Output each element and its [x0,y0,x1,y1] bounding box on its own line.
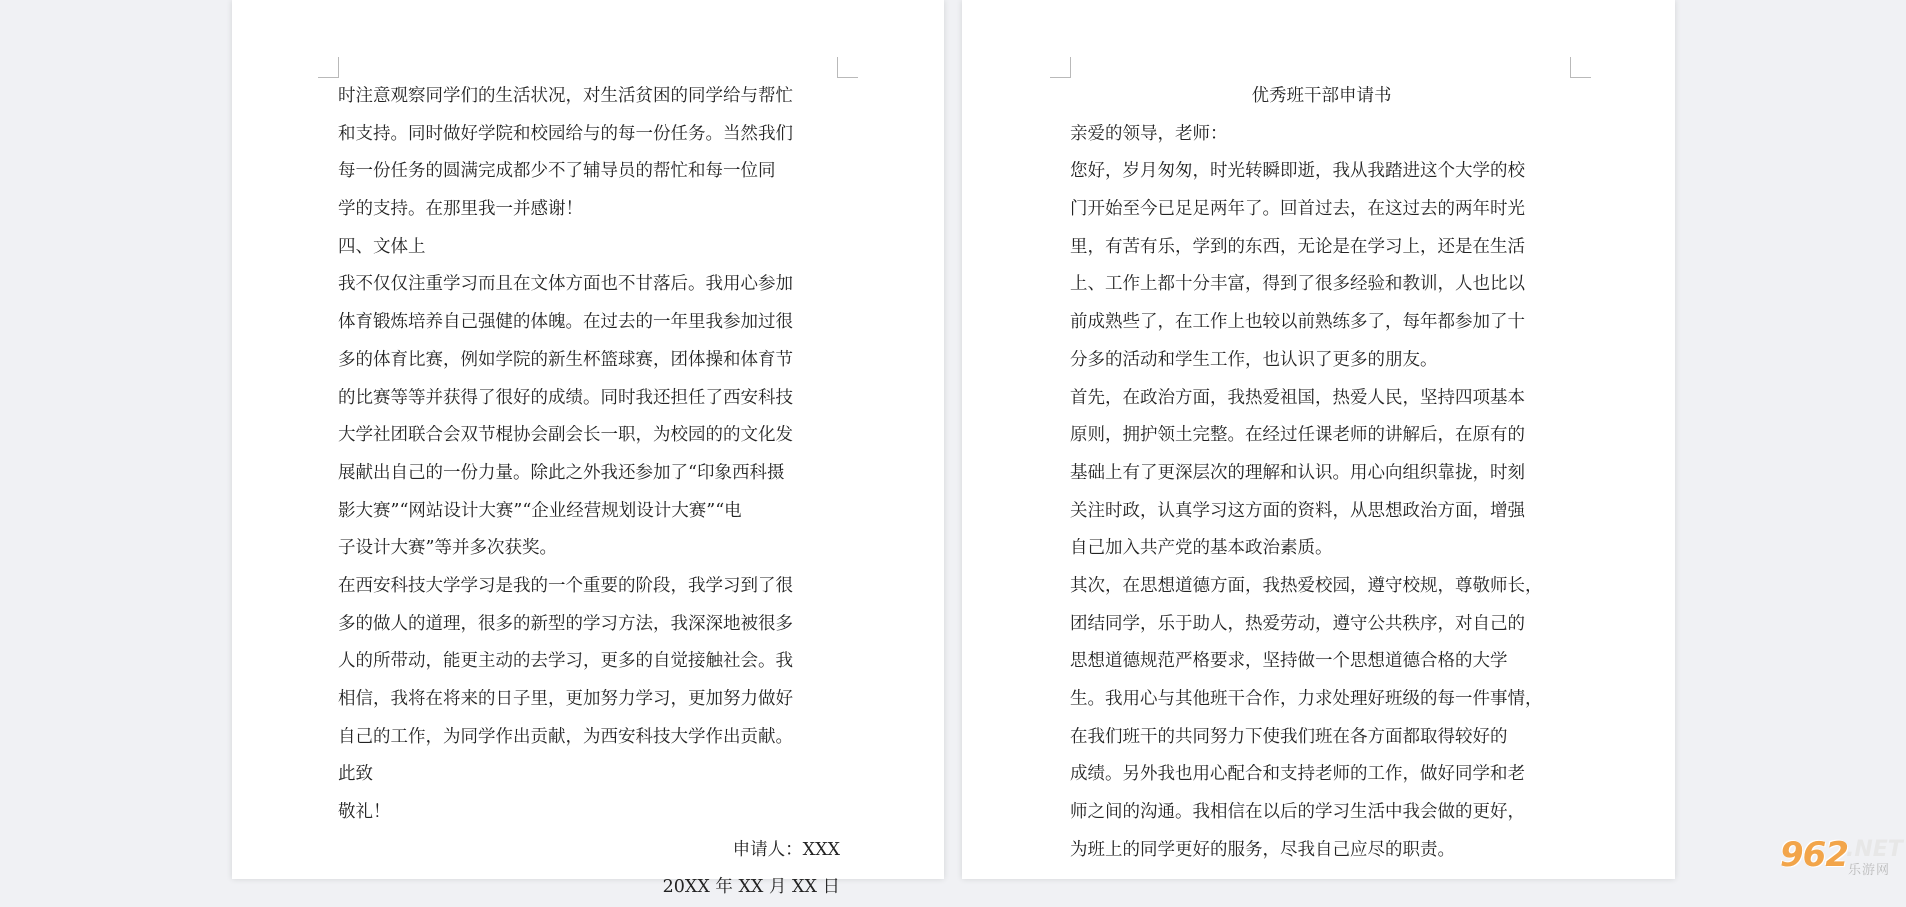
body-line: 原则，拥护领土完整。在经过任课老师的讲解后，在原有的 [1070,425,1525,446]
body-line: 影大赛”“网站设计大赛”“企业经营规划设计大赛”“电 [338,500,742,521]
body-line: 人的所带动，能更主动的去学习，更多的自觉接触社会。我 [338,651,793,672]
document-title: 优秀班干部申请书 [1251,86,1392,106]
body-line: 为班上的同学更好的服务，尽我自己应尽的职责。 [1070,839,1455,860]
body-line: 体育锻炼培养自己强健的体魄。在过去的一年里我参加过很 [338,312,793,333]
body-line: 师之间的沟通。我相信在以后的学习生活中我会做的更好， [1070,802,1525,823]
body-line: 分多的活动和学生工作，也认识了更多的朋友。 [1070,349,1438,370]
document-page-left [232,0,944,898]
body-line: 首先，在政治方面，我热爱祖国，热爱人民，坚持四项基本 [1070,387,1525,408]
body-line: 和支持。同时做好学院和校园给与的每一份任务。当然我们 [338,123,793,144]
closing-line: 此致 [338,764,373,785]
body-line: 自己的工作，为同学作出贡献，为西安科技大学作出贡献。 [338,726,793,747]
body-line: 大学社团联合会双节棍协会副会长一职，为校园的的文化发 [338,425,793,446]
margin-corner-mark [1050,57,1071,78]
body-line: 前成熟些了，在工作上也较以前熟练多了，每年都参加了十 [1070,312,1525,333]
margin-corner-mark [1570,57,1591,78]
body-line: 在西安科技大学学习是我的一个重要的阶段，我学习到了很 [338,575,793,596]
body-line: 多的体育比赛，例如学院的新生杯篮球赛，团体操和体育节 [338,349,793,370]
watermark-subtitle: 乐游网 [1848,863,1891,878]
watermark-digits: 962 [1780,835,1848,875]
body-line: 您好，岁月匆匆，时光转瞬即逝，我从我踏进这个大学的校 [1070,161,1525,182]
body-line: 时注意观察同学们的生活状况，对生活贫困的同学给与帮忙 [338,86,793,106]
document-body[interactable] [338,78,840,907]
document-body[interactable] [1070,78,1573,869]
body-line: 基础上有了更深层次的理解和认识。用心向组织靠拢，时刻 [1070,462,1525,483]
body-line: 其次，在思想道德方面，我热爱校园，遵守校规，尊敬师长， [1070,575,1543,596]
body-line: 子设计大赛”等并多次获奖。 [338,538,557,559]
watermark-suffix: .NET [1846,837,1903,862]
site-watermark-logo [1780,835,1903,878]
margin-corner-mark [318,57,339,78]
body-line: 思想道德规范严格要求，坚持做一个思想道德合格的大学 [1070,651,1508,672]
body-line: 成绩。另外我也用心配合和支持老师的工作，做好同学和老 [1070,764,1525,785]
section-heading: 四、文体上 [338,236,426,257]
applicant-signature: 申请人：XXX [732,839,840,860]
body-line: 我不仅仅注重学习而且在文体方面也不甘落后。我用心参加 [338,274,793,295]
application-date: 20XX 年 XX 月 XX 日 [662,877,840,898]
body-line: 自己加入共产党的基本政治素质。 [1070,538,1333,559]
body-line: 生。我用心与其他班干合作，力求处理好班级的每一件事情， [1070,689,1543,709]
body-line: 每一份任务的圆满完成都少不了辅导员的帮忙和每一位同 [338,161,776,182]
body-line: 团结同学，乐于助人，热爱劳动，遵守公共秩序，对自己的 [1070,613,1525,634]
body-line: 相信，我将在将来的日子里，更加努力学习，更加努力做好 [338,689,793,709]
salutation: 亲爱的领导，老师： [1070,123,1228,144]
document-page-right [962,0,1675,879]
body-line: 的比赛等等并获得了很好的成绩。同时我还担任了西安科技 [338,387,793,408]
body-line: 展献出自己的一份力量。除此之外我还参加了“印象西科摄 [338,462,785,483]
body-line: 学的支持。在那里我一并感谢！ [338,199,583,220]
body-line: 门开始至今已足足两年了。回首过去，在这过去的两年时光 [1070,199,1525,220]
body-line: 在我们班干的共同努力下使我们班在各方面都取得较好的 [1070,726,1508,747]
closing-line: 敬礼！ [338,802,391,823]
body-line: 多的做人的道理，很多的新型的学习方法，我深深地被很多 [338,613,793,634]
margin-corner-mark [837,57,858,78]
body-line: 上、工作上都十分丰富，得到了很多经验和教训，人也比以 [1070,274,1525,295]
body-line: 关注时政，认真学习这方面的资料，从思想政治方面，增强 [1070,500,1525,521]
body-line: 里，有苦有乐，学到的东西，无论是在学习上，还是在生活 [1070,236,1525,257]
